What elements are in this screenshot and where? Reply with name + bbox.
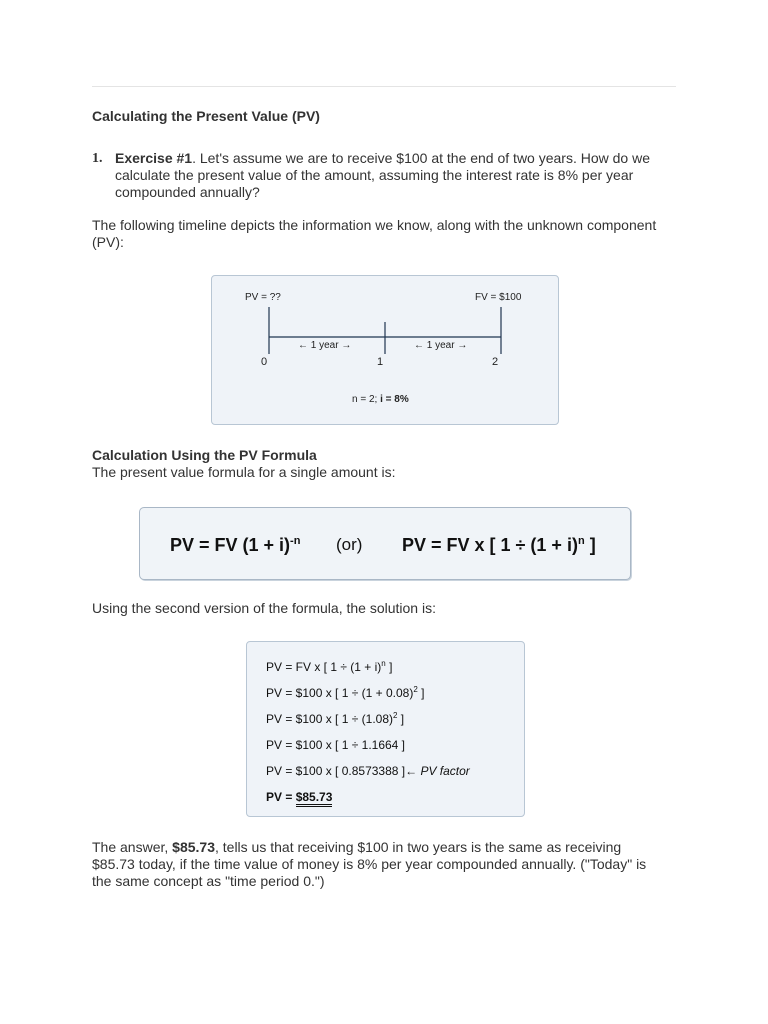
solution-line-2-base: PV = $100 x [ 1 ÷ (1 + 0.08): [266, 686, 414, 700]
solution-line-4: PV = $100 x [ 1 ÷ 1.1664 ]: [266, 738, 406, 752]
formula-title: Calculation Using the PV Formula: [92, 447, 317, 463]
timeline-summary-rate: i = 8%: [380, 394, 409, 405]
solution-line-5-base: PV = $100 x [ 0.8573388 ]: [266, 764, 406, 778]
solution-intro: Using the second version of the formula, the solution is:: [92, 600, 436, 616]
exercise-label: Exercise #1: [115, 150, 193, 166]
exercise-number: 1.: [92, 151, 103, 166]
formula-1: [170, 535, 300, 556]
formula-box: [139, 507, 631, 580]
solution-line-1-exp: n: [381, 659, 386, 668]
solution-line-3: [266, 712, 404, 726]
solution-box: [246, 641, 525, 817]
exercise-item: [92, 150, 692, 201]
timeline-pv-label: PV = ??: [245, 292, 281, 303]
solution-line-3-exp: 2: [393, 711, 398, 720]
pv-factor-note: PV factor: [420, 764, 470, 778]
solution-line-2-end: ]: [417, 686, 425, 700]
conclusion-suffix: , tells us that receiving $100 in two years is the same as receiving $85.73 today, if the time value of money is 8% per year compounded annually. ("Today" is the same concept as "time period 0."): [92, 839, 647, 889]
formula-2-base: PV = FV x [ 1 ÷ (1 + i): [402, 535, 578, 555]
timeline-period-1: ← 1 year →: [298, 340, 352, 351]
conclusion-value: $85.73: [172, 839, 215, 855]
solution-line-1: [266, 660, 392, 674]
timeline-summary-n: n = 2;: [352, 394, 381, 405]
solution-line-5: [266, 764, 470, 778]
timeline-box: [211, 275, 559, 425]
exercise-body: . Let's assume we are to receive $100 at the end of two years. How do we calculate the present value of the amount, assuming the interest rate is 8% per year compounded annually?: [115, 150, 650, 200]
solution-line-6: [266, 790, 332, 807]
exercise-text: [115, 150, 680, 201]
formula-1-exp: -n: [290, 535, 301, 547]
solution-line-1-end: ]: [385, 660, 393, 674]
formula-2-end: ]: [584, 535, 596, 555]
timeline-summary: [352, 394, 409, 405]
solution-result-label: PV =: [266, 790, 296, 804]
solution-line-2-exp: 2: [413, 685, 418, 694]
formula-intro: The present value formula for a single amount is:: [92, 464, 396, 480]
section-heading: Calculating the Present Value (PV): [92, 108, 320, 124]
timeline-tick-1: 1: [377, 356, 384, 368]
formula-2-exp: n: [577, 535, 585, 547]
timeline-fv-label: FV = $100: [475, 292, 522, 303]
timeline-tick-2: 2: [492, 356, 499, 368]
solution-line-3-end: ]: [397, 712, 405, 726]
timeline-intro: The following timeline depicts the information we know, along with the unknown component (PV):: [92, 217, 657, 250]
timeline-period-2: ← 1 year →: [414, 340, 468, 351]
formula-or: (or): [336, 535, 363, 554]
conclusion-prefix: The answer,: [92, 839, 173, 855]
formula-1-base: PV = FV (1 + i): [170, 535, 291, 555]
solution-line-2: [266, 686, 424, 700]
solution-line-3-base: PV = $100 x [ 1 ÷ (1.08): [266, 712, 393, 726]
conclusion-paragraph: [92, 839, 652, 890]
timeline-tick-0: 0: [261, 356, 268, 368]
arrow-left-icon: ←: [405, 764, 421, 778]
formula-2: [402, 535, 596, 556]
solution-result-value: $85.73: [296, 791, 333, 807]
solution-line-1-base: PV = FV x [ 1 ÷ (1 + i): [266, 660, 382, 674]
top-divider: [92, 86, 676, 87]
